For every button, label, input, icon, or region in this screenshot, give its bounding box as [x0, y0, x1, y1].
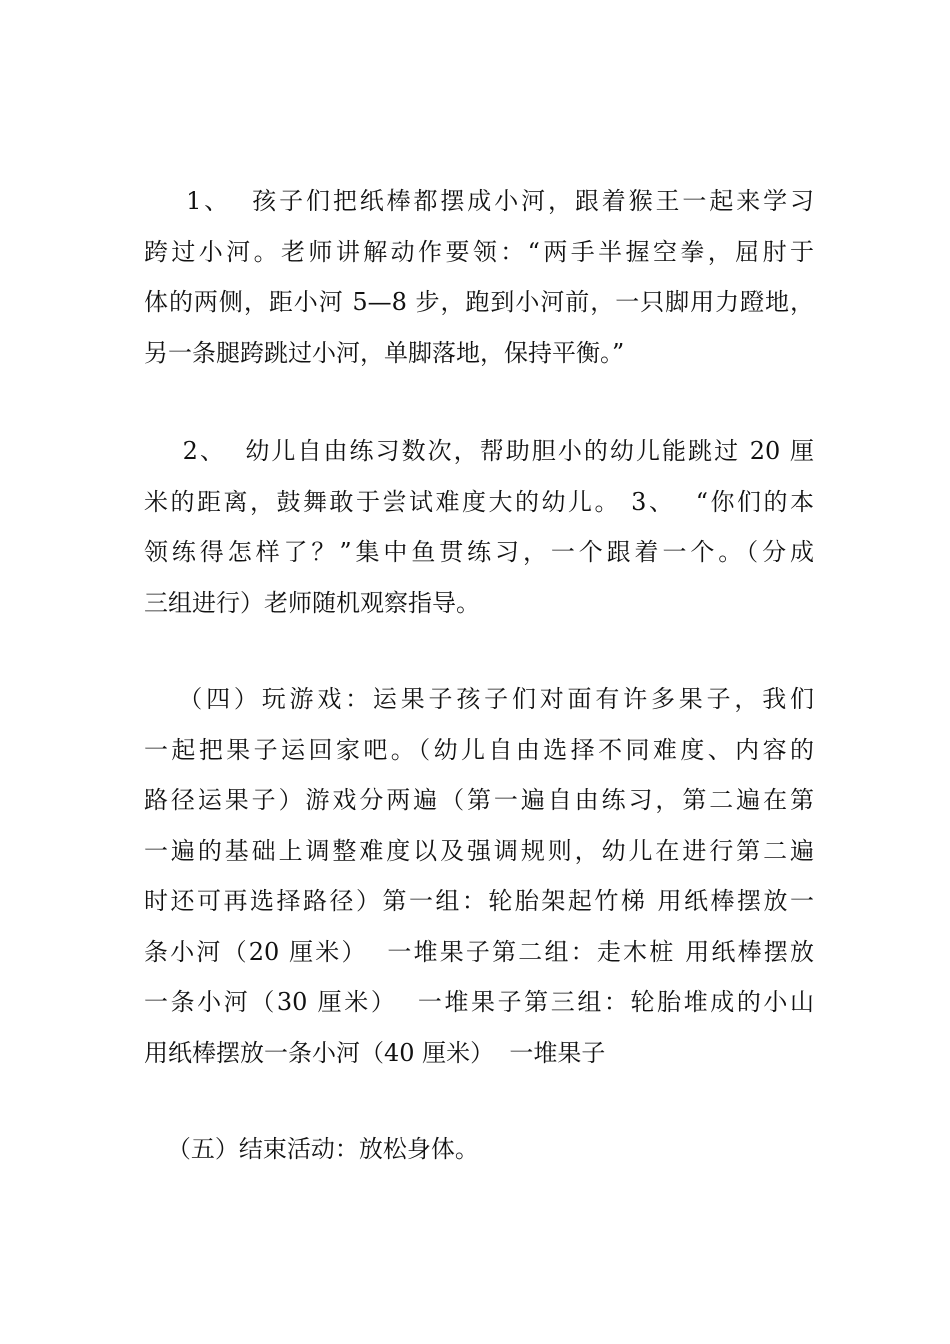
text-line: 领练得怎样了？”集中鱼贯练习，一个跟着一个。（分成 [144, 538, 814, 566]
text-line: 路径运果子）游戏分两遍（第一遍自由练习，第二遍在第 [144, 786, 814, 814]
text-line: （四）玩游戏：运果子孩子们对面有许多果子，我们 [144, 685, 814, 713]
text-line: 一遍的基础上调整难度以及强调规则，幼儿在进行第二遍 [144, 836, 814, 865]
paragraph-step-2-3 [144, 426, 814, 628]
text-line: 时还可再选择路径）第一组：轮胎架起竹梯 用纸棒摆放一 [144, 887, 814, 915]
text-line: 1、 孩子们把纸棒都摆成小河，跟着猴王一起来学习 [144, 187, 814, 215]
text-line: 用纸棒摆放一条小河（40 厘米） 一堆果子 [144, 1038, 606, 1067]
text-line: 条小河（20 厘米） 一堆果子第二组：走木桩 用纸棒摆放 [144, 937, 814, 966]
text-line: 跨过小河。老师讲解动作要领：“两手半握空拳，屈肘于 [144, 237, 814, 266]
text-line: 一条小河（30 厘米） 一堆果子第三组：轮胎堆成的小山 [144, 988, 814, 1016]
text-line: 三组进行）老师随机观察指导。 [144, 588, 480, 617]
paragraph-section-5-ending [144, 1124, 814, 1175]
paragraph-step-1 [144, 176, 814, 378]
paragraph-section-4-game [144, 674, 814, 1078]
text-line: 米的距离，鼓舞敢于尝试难度大的幼儿。 3、 “你们的本 [144, 487, 814, 516]
text-line: 另一条腿跨跳过小河，单脚落地，保持平衡。” [144, 338, 625, 367]
text-line: 2、 幼儿自由练习数次，帮助胆小的幼儿能跳过 20 厘 [144, 437, 814, 465]
text-line: 一起把果子运回家吧。（幼儿自由选择不同难度、内容的 [144, 735, 814, 764]
text-line: （五）结束活动：放松身体。 [144, 1135, 479, 1163]
text-line: 体的两侧，距小河 5—8 步，跑到小河前，一只脚用力蹬地， [144, 288, 814, 316]
